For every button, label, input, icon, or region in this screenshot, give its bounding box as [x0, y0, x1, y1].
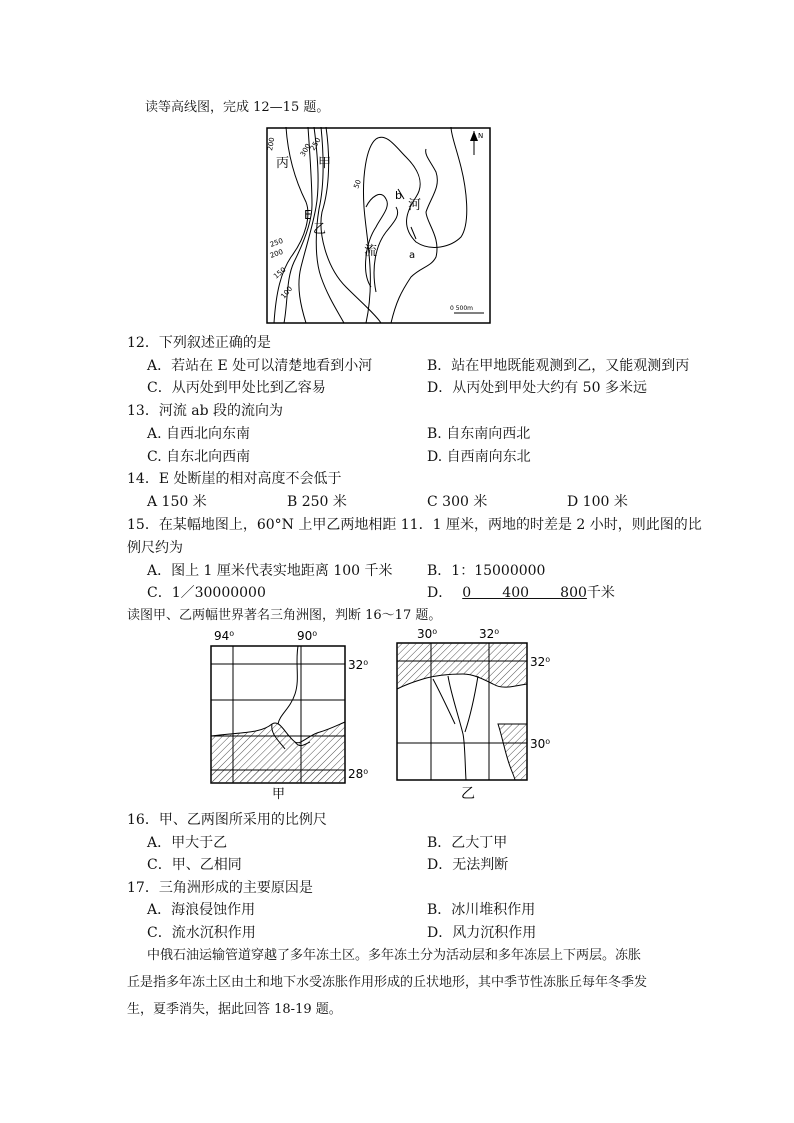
label-bing: 丙 — [276, 156, 290, 171]
label-e: E — [304, 208, 312, 222]
q16-stem: 16．甲、乙两图所采用的比例尺 — [127, 812, 327, 828]
q12-option-b: B．站在甲地既能观测到乙，又能观测到丙 — [427, 358, 690, 374]
q17-stem: 17．三角洲形成的主要原因是 — [127, 880, 313, 896]
contour-100-left: 100 — [279, 284, 295, 301]
q15-option-b: B．1：15000000 — [427, 563, 546, 579]
q15-option-a: A．图上 1 厘米代表实地距离 100 千米 — [147, 563, 393, 579]
jia-lon-90: 90⁰ — [297, 629, 318, 643]
q14-option-c: C 300 米 — [427, 494, 488, 510]
q15-option-d-prefix: D． — [427, 585, 453, 601]
contour-map — [266, 127, 491, 324]
label-he: 河 — [408, 198, 422, 213]
q16-option-b: B．乙大丁甲 — [427, 835, 508, 851]
yi-lat-32: 32⁰ — [530, 655, 551, 669]
q14-option-b: B 250 米 — [287, 494, 347, 510]
q14-stem: 14．E 处断崖的相对高度不会低于 — [127, 471, 342, 487]
q15-stem-line1: 15．在某幅地图上，60°N 上甲乙两地相距 11．1 厘米，两地的时差是 2 小时，则此图的比 — [127, 517, 702, 533]
contour-50: 50 — [352, 178, 363, 190]
q17-option-a: A．海浪侵蚀作用 — [147, 902, 256, 918]
label-liu: 流 — [364, 244, 378, 259]
label-jia: 甲 — [318, 156, 332, 171]
q13-stem: 13．河流 ab 段的流向为 — [127, 403, 284, 419]
q13-option-c: C. 自东北向西南 — [147, 449, 251, 465]
q12-option-d: D．从丙处到甲处大约有 50 多米远 — [427, 380, 647, 396]
jia-caption: 甲 — [272, 787, 286, 800]
contour-200-left: 200 — [268, 247, 285, 260]
q17-option-b: B．冰川堆积作用 — [427, 902, 536, 918]
q17-option-d: D．风力沉积作用 — [427, 925, 537, 941]
yi-lon-30: 30⁰ — [417, 627, 438, 641]
q12-option-c: C．从丙处到甲处比到乙容易 — [147, 380, 326, 396]
q16-option-d: D．无法判断 — [427, 857, 509, 873]
q13-option-b: B. 自东南向西北 — [427, 426, 531, 442]
passage-line-3: 生，夏季消失，据此回答 18-19 题。 — [127, 1002, 342, 1017]
label-b: b — [395, 189, 402, 202]
yi-lon-32: 32⁰ — [479, 627, 500, 641]
q12-stem: 12．下列叙述正确的是 — [127, 335, 271, 351]
delta-map-jia — [200, 624, 375, 800]
q13-option-d: D. 自西南向东北 — [427, 449, 531, 465]
section-intro-delta: 读图甲、乙两幅世界著名三角洲图，判断 16～17 题。 — [127, 608, 442, 623]
contour-250-top: 250 — [308, 136, 323, 152]
jia-lon-94: 94⁰ — [214, 629, 235, 643]
q15-option-c: C．1／30000000 — [147, 585, 266, 601]
q13-option-a: A. 自西北向东南 — [147, 426, 251, 442]
section-intro-contour: 读等高线图，完成 12—15 题。 — [145, 100, 330, 115]
contour-250-left: 250 — [268, 236, 285, 249]
q15-option-d — [427, 583, 615, 603]
jia-lat-28: 28⁰ — [348, 767, 369, 781]
contour-200-top: 200 — [266, 136, 277, 152]
q12-option-a: A．若站在 E 处可以清楚地看到小河 — [147, 358, 373, 374]
jia-lat-32: 32⁰ — [348, 658, 369, 672]
q15-stem-line2: 例尺约为 — [127, 540, 183, 556]
yi-caption: 乙 — [461, 786, 475, 800]
q16-option-a: A．甲大于乙 — [147, 835, 228, 851]
map-scale: 0 500m — [450, 305, 474, 312]
passage-line-2: 丘是指多年冻土区由土和地下水受冻胀作用形成的丘状地形，其中季节性冻胀丘每年冬季发 — [127, 975, 648, 990]
contour-300-top: 300 — [298, 142, 313, 158]
label-a: a — [409, 250, 416, 261]
yi-lat-30: 30⁰ — [530, 737, 551, 751]
q14-option-a: A 150 米 — [147, 494, 207, 510]
q15-option-d-unit: 千米 — [586, 585, 615, 601]
contour-150-left: 150 — [272, 265, 288, 281]
q14-option-d: D 100 米 — [567, 494, 628, 510]
passage-line-1: 中俄石油运输管道穿越了多年冻土区。多年冻土分为活动层和多年冻层上下两层。冻胀 — [147, 948, 642, 963]
label-yi: 乙 — [313, 222, 327, 237]
q16-option-c: C．甲、乙相同 — [147, 857, 242, 873]
q17-option-c: C．流水沉积作用 — [147, 925, 256, 941]
delta-map-yi — [393, 624, 563, 800]
north-label: N — [478, 132, 484, 140]
q15-option-d-scale: 0 400 800 — [462, 585, 587, 601]
